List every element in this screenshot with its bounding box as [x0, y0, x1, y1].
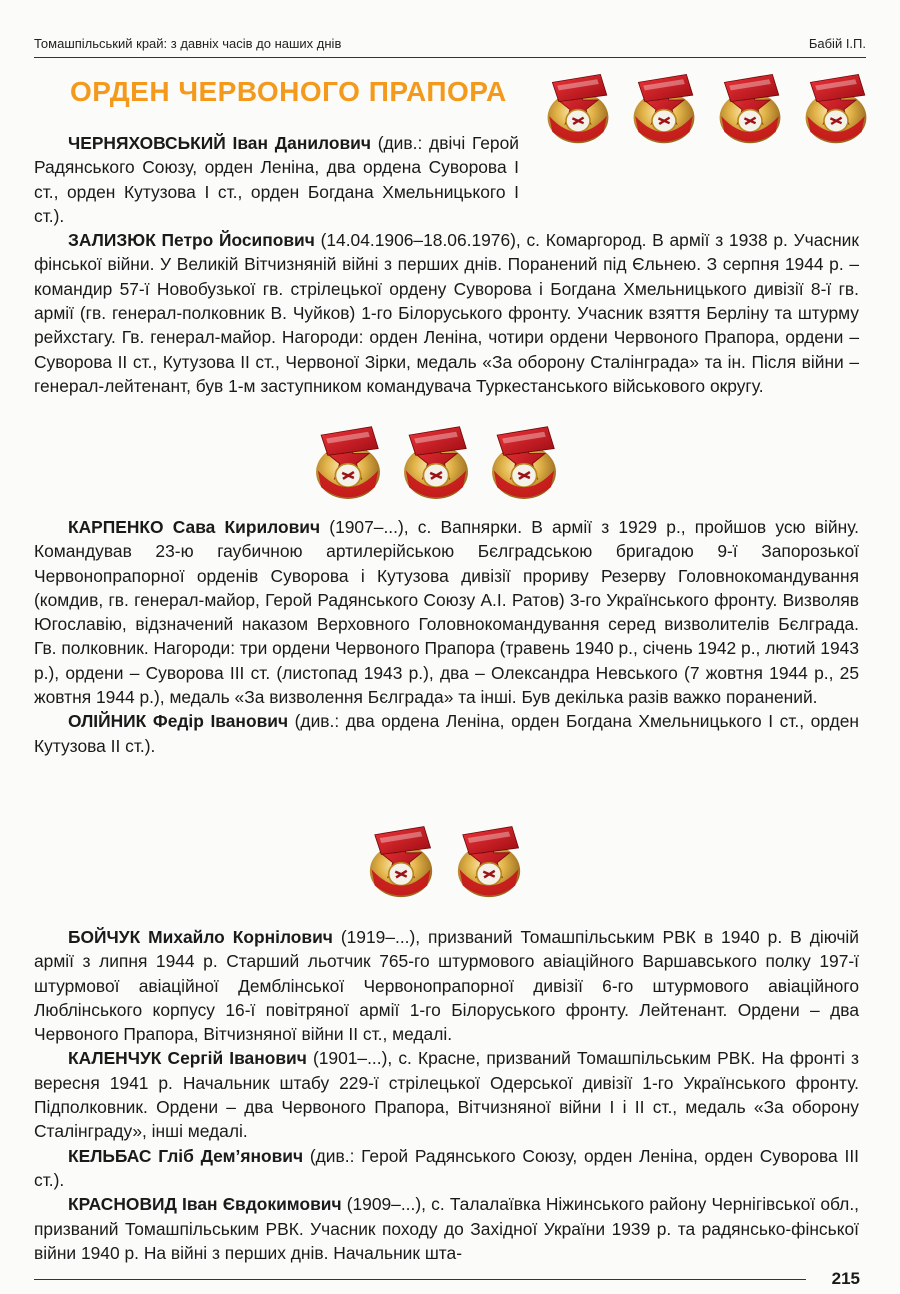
- entry-name: ЗАЛИЗЮК Петро Йосипович: [68, 230, 315, 251]
- entry: [34, 131, 859, 228]
- entry-text: (1907–...), с. Вапнярки. В армії з 1929 р., пройшов усю війну. Командував 23-ю гаубичною артилерійською Бєлградською бригадою 9-ї Запорозької Червонопрапорної орденів Суворова і Кутузова дивізії прориву Резерву Головнокомандування (комдив, гв. генерал-майор, Герой Радянського Союзу А.І. Ратов) 3-го Українського фронту. Визволяв Югославію, відзначений наказом Верховного Головнокомандування серед визволителів Бєлграда. Гв. полковник. Нагороди: три ордени Червоного Прапора (травень 1940 р., січень 1942 р., лютий 1943 р.), ордени – Суворова ІІІ ст. (листопад 1943 р.), два – Олександра Невського (7 жовтня 1944 р., 25 жовтня 1944 р.), медаль «За визволення Бєлграда» та інші. Був декілька разів важко поранений.: [34, 517, 859, 708]
- entry-text: (див.: двічі Герой Радянського Союзу, орден Леніна, два ордена Суворова І ст., орден Кутузова І ст., орден Богдана Хмельницького І ст.).: [34, 133, 519, 226]
- entry: [34, 515, 859, 709]
- footer-rule: [34, 1279, 806, 1280]
- entry-name: КАЛЕНЧУК Сергій Іванович: [68, 1048, 307, 1069]
- entry: [34, 925, 859, 1046]
- entry: [34, 709, 859, 758]
- entry: [34, 1192, 859, 1265]
- entry-name: БОЙЧУК Михайло Корнілович: [68, 927, 333, 947]
- page-number: 215: [831, 1269, 860, 1288]
- entry-name: КАРПЕНКО Сава Кирилович: [68, 517, 321, 537]
- entry-text: (див.: два ордена Леніна, орден Богдана Хмельницького І ст., орден Кутузова ІІ ст.).: [34, 711, 859, 756]
- entry: [34, 1046, 859, 1143]
- author-name: Бабій І.П.: [808, 36, 866, 51]
- entry-name: КРАСНОВИД Іван Євдокимович: [68, 1194, 342, 1215]
- entry-name: КЕЛЬБАС Гліб Дем’янович: [68, 1145, 304, 1166]
- order-of-red-banner-icon: [448, 816, 530, 906]
- entry-text: (1901–...), с. Красне, призваний Томашпільським РВК. На фронті з вересня 1941 р. Начальник штабу 229-ї стрілецької Одерської дивізії 1-го Українського фронту. Підполковник. Ордени – два Червоного Прапора, Вітчизняної війни І і ІІ ст., медаль «За оборону Сталінграду», інші медалі.: [34, 1048, 859, 1142]
- section-title: ОРДЕН ЧЕРВОНОГО ПРАПОРА: [70, 76, 507, 107]
- order-of-red-banner-icon: [360, 816, 442, 906]
- entries-block-3: [34, 925, 859, 1265]
- order-of-red-banner-icon: [394, 417, 478, 507]
- entry-text: (1909–...), с. Талалаївка Ніжинського району Чернігівської обл., призваний Томашпільським РВК. Учасник походу до Західної України 1939 р. та радянсько-фінської війни 1940 р. На війні з перших днів. Начальник шта-: [34, 1194, 859, 1263]
- entry: [34, 1144, 859, 1193]
- entry-text: (14.04.1906–18.06.1976), с. Комаргород. В армії з 1938 р. Учасник фінської війни. У Великій Вітчизняній війні з перших днів. Поранений під Єльнею. З серпня 1944 р. – командир 57-ї Новобузької гв. стрілецької ордену Суворова і Богдана Хмельницького дивізії 8-ї гв. армії (гв. генерал-полковник В. Чуйков) 1-го Білоруського фронту. Учасник взяття Берліну та штурму рейхстагу. Гв. генерал-майор. Нагороди: орден Леніна, чотири ордени Червоного Прапора, ордени – Суворова ІІ ст., Кутузова ІІ ст., Червоної Зірки, медаль «За оборону Сталінграда» та ін. Після війни – генерал-лейтенант, був 1-м заступником командувача Туркестанського військового округу.: [34, 230, 860, 396]
- order-of-red-banner-icon: [482, 417, 566, 507]
- medal-row-middle: [306, 417, 566, 507]
- running-head: [34, 36, 866, 56]
- entries-block-1: [34, 131, 859, 398]
- order-of-red-banner-icon: [306, 417, 390, 507]
- medal-row-bottom: [360, 816, 530, 906]
- book-title: Томашпільський край: з давніх часів до наших днів: [34, 36, 342, 51]
- entry: [34, 228, 859, 398]
- entry-name: ЧЕРНЯХОВСЬКИЙ Іван Данилович: [68, 133, 371, 153]
- entry-text: (див.: Герой Радянського Союзу, орден Леніна, орден Суворова ІІІ ст.).: [34, 1145, 859, 1190]
- entry-name: ОЛІЙНИК Федір Іванович: [68, 711, 289, 732]
- header-rule: [34, 57, 866, 58]
- entry-text: (1919–...), призваний Томашпільським РВК в 1940 р. В діючій армії з липня 1944 р. Старший льотчик 765-го штурмового авіаційного Варшавського полку 197-ї штурмової авіаційної Демблінської Червонопрапорної дивізії 6-го штурмового авіаційного Люблінського корпусу 16-ї повітряної армії 1-го Білоруського фронту. Лейтенант. Ордени – два Червоного Прапора, Вітчизняної війни ІІ ст., медалі.: [34, 927, 860, 1045]
- entries-block-2: [34, 515, 859, 758]
